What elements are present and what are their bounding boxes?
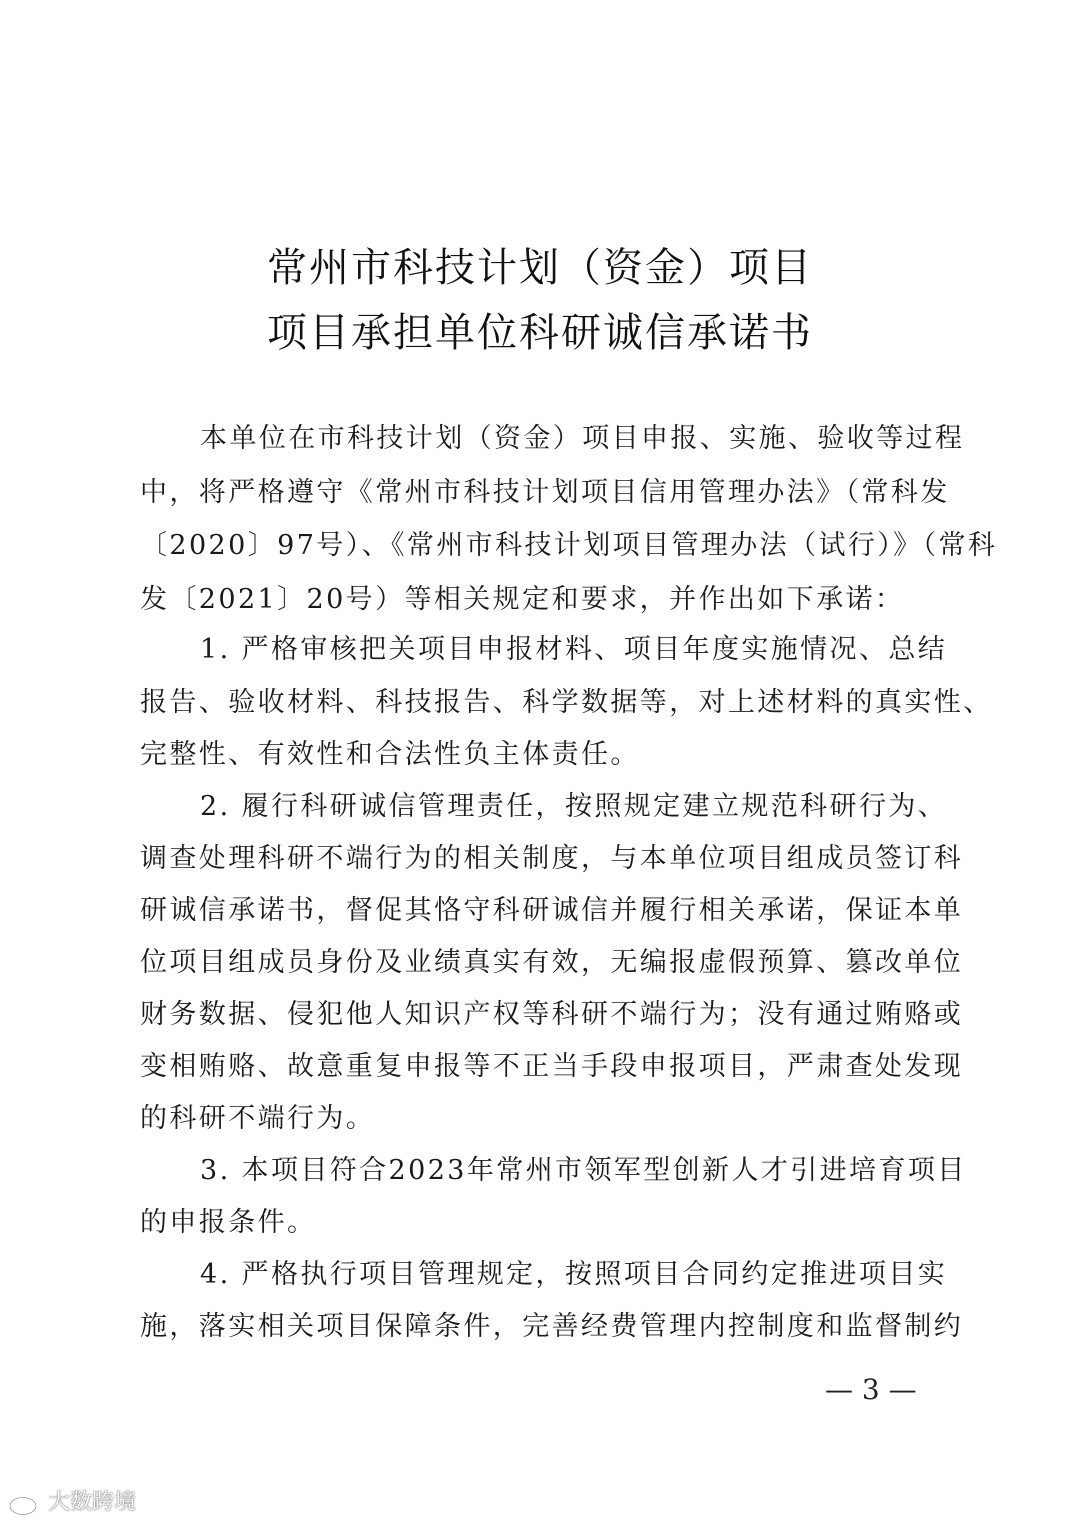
paragraph-line: 施，落实相关项目保障条件，完善经费管理内控制度和监督制约 (140, 1311, 964, 1342)
document-title-line-1: 常州市科技计划（资金）项目 (267, 245, 813, 291)
paragraph-line: 3. 本项目符合2023年常州市领军型创新人才引进培育项目 (200, 1155, 967, 1186)
paragraph-line: 财务数据、侵犯他人知识产权等科研不端行为；没有通过贿赂或 (140, 999, 964, 1030)
watermark-text: 大数跨境 (48, 1490, 137, 1515)
paragraph-line: 本单位在市科技计划（资金）项目申报、实施、验收等过程 (200, 423, 965, 454)
watermark (8, 1488, 136, 1518)
paragraph-line: 报告、验收材料、科技报告、科学数据等，对上述材料的真实性、 (140, 687, 993, 718)
paragraph-line: 的科研不端行为。 (140, 1103, 376, 1134)
paragraph-line: 〔2020〕97号）、《常州市科技计划项目管理办法（试行）》（常科 (140, 530, 998, 561)
paragraph-line: 1. 严格审核把关项目申报材料、项目年度实施情况、总结 (200, 634, 948, 665)
paragraph-line: 2. 履行科研诚信管理责任，按照规定建立规范科研行为、 (200, 791, 948, 822)
paragraph-line: 变相贿赂、故意重复申报等不正当手段申报项目，严肃查处发现 (140, 1051, 964, 1082)
document-title-line-2: 项目承担单位科研诚信承诺书 (267, 310, 813, 356)
paragraph-line: 的申报条件。 (140, 1207, 317, 1238)
weibo-icon (8, 1490, 44, 1516)
paragraph-line: 研诚信承诺书，督促其恪守科研诚信并履行相关承诺，保证本单 (140, 895, 964, 926)
paragraph-line: 中，将严格遵守《常州市科技计划项目信用管理办法》（常科发 (140, 477, 950, 508)
paragraph-line: 发〔2021〕20号）等相关规定和要求，并作出如下承诺： (140, 584, 905, 615)
paragraph-line: 完整性、有效性和合法性负主体责任。 (140, 739, 640, 770)
page-number: — 3 — (825, 1373, 917, 1406)
paragraph-line: 4. 严格执行项目管理规定，按照项目合同约定推进项目实 (200, 1259, 948, 1290)
paragraph-line: 调查处理科研不端行为的相关制度，与本单位项目组成员签订科 (140, 843, 964, 874)
paragraph-line: 位项目组成员身份及业绩真实有效，无编报虚假预算、篡改单位 (140, 947, 964, 978)
